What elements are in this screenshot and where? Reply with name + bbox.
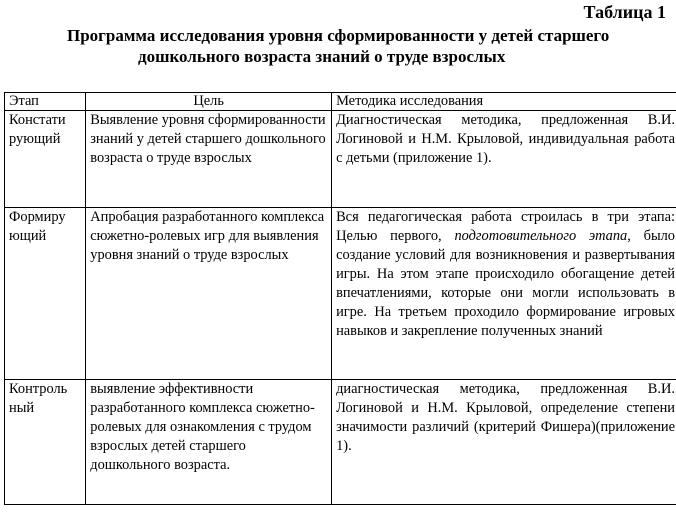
stage-cell: Формиру ющий bbox=[5, 208, 86, 380]
method-cell: Диагностическая методика, предложенная В.И. Логиновой и Н.М. Крыловой, индивидуальная работа с детьми (приложение 1). bbox=[332, 111, 676, 208]
header-method: Методика исследования bbox=[332, 93, 676, 111]
header-goal: Цель bbox=[86, 93, 332, 111]
table-row-ascertaining bbox=[5, 111, 676, 208]
document-title bbox=[0, 25, 676, 67]
table-row-control bbox=[5, 380, 676, 505]
header-stage: Этап bbox=[5, 93, 86, 111]
table-row-forming bbox=[5, 208, 676, 380]
research-program-table bbox=[4, 92, 676, 505]
goal-cell: выявление эффективности разработанного комплекса сюжетно-ролевых для ознакомления с трудом взрослых детей старшего дошкольного возраста. bbox=[86, 380, 332, 505]
goal-cell: Апробация разработанного комплекса сюжетно-ролевых игр для выявления уровня знаний о труде взрослых bbox=[86, 208, 332, 380]
table-caption: Таблица 1 bbox=[583, 2, 666, 22]
title-line-1: Программа исследования уровня сформированности у детей старшего bbox=[67, 26, 610, 45]
table-header-row bbox=[5, 93, 676, 111]
method-text-start: Вся педагогическая работа строилась в три этапа: Целью первого, bbox=[336, 209, 675, 244]
method-text-italic: подготовительного этапа bbox=[454, 228, 628, 244]
method-cell: диагностическая методика, предложенная В.И. Логиновой и Н.М. Крыловой, определение степени значимости различий (критерий Фишера)(приложение 1). bbox=[332, 380, 676, 505]
goal-cell: Выявление уровня сформированности знаний у детей старшего дошкольного возраста о труде взрослых bbox=[86, 111, 332, 208]
title-line-2: дошкольного возраста знаний о труде взрослых bbox=[138, 47, 506, 66]
stage-cell: Контроль ный bbox=[5, 380, 86, 505]
method-text-end: , было создание условий для возникновения и развертывания игры. На этом этапе происходило обогащение детей впечатлениями, которые они могли использовать в игре. На третьем проходило формирование игровых навыков и закрепление полученных знаний bbox=[336, 228, 675, 339]
method-cell bbox=[332, 208, 676, 380]
stage-cell: Констати рующий bbox=[5, 111, 86, 208]
